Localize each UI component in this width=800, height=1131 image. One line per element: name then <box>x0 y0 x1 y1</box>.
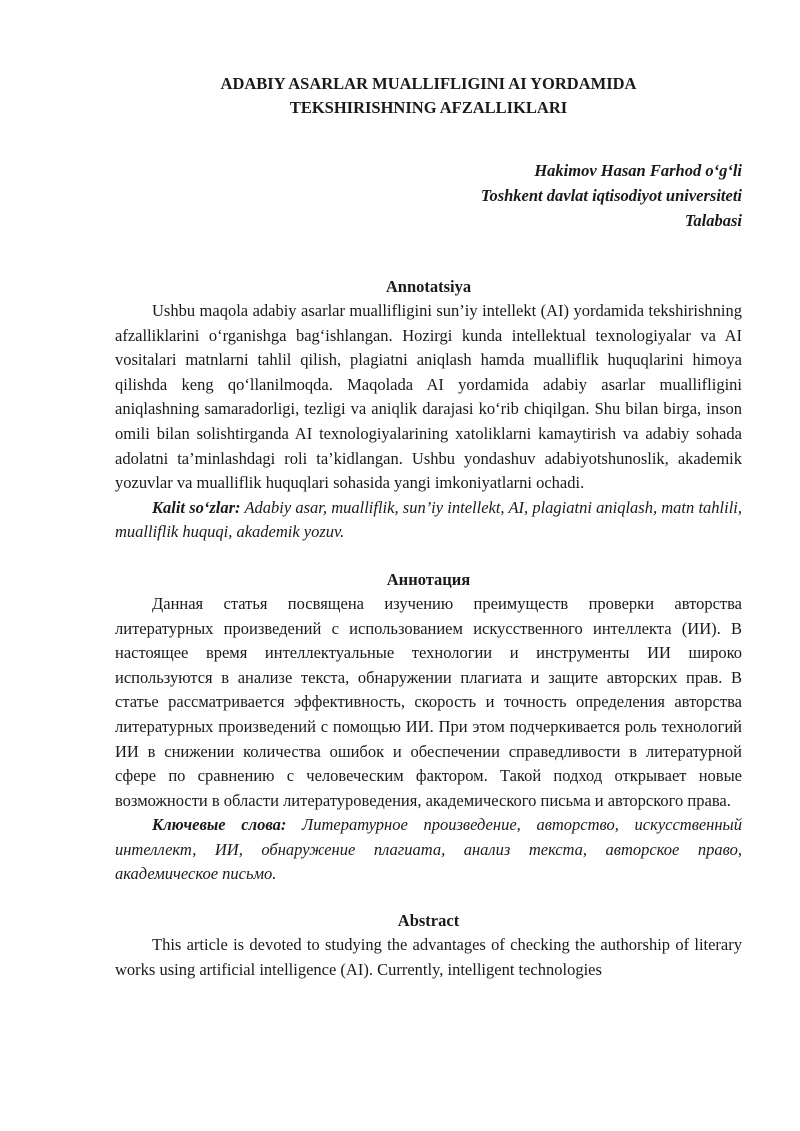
en-abstract-heading: Abstract <box>397 911 460 931</box>
author-position: Talabasi <box>684 211 742 230</box>
ru-abstract-text: Данная статья посвящена изучению преимуществ проверки авторства литературных произведений с использованием искусственного интеллекта (ИИ). В настоящее время интеллектуальные технологии и инструменты ИИ широко используются в анализе текста, обнаружении плагиата и защите авторских прав. В статье рассматривается эффективность, скорость и точность определения авторства литературных произведений с помощью ИИ. При этом подчеркивается роль технологий ИИ в снижении количества ошибок и обеспечении справедливости в литературной сфере по сравнению с человеческим фактором. Такой подход открывает новые возможности в области литературоведения, академического письма и авторского права. <box>115 593 742 810</box>
uz-abstract-heading: Annotatsiya <box>385 277 472 296</box>
uz-keywords-text: Adabiy asar, mualliflik, sun’iy intellekt, AI, plagiatni aniqlash, matn tahlili, mualliflik huquqi, akademik yozuv. <box>115 497 742 542</box>
uz-keywords <box>115 496 742 545</box>
title-line-1: ADABIY ASARLAR MUALLIFLIGINI AI YORDAMIDA <box>220 74 637 93</box>
author-affiliation: Toshkent davlat iqtisodiyot universiteti <box>480 186 742 205</box>
uz-keywords-label: Kalit so‘zlar: <box>152 497 241 517</box>
author-block <box>115 158 742 233</box>
uz-abstract-text: Ushbu maqola adabiy asarlar muallifligini sun’iy intellekt (AI) yordamida tekshirishning afzalliklarini o‘rganishga bag‘ishlangan. Hozirgi kunda intellektual texnologiyalar va AI vositalari matnlarni tahlil qilish, plagiatni aniqlash hamda mualliflik huquqlarini himoya qilishda keng qo‘llanilmoqda. Maqolada AI yordamida adabiy asarlar muallifligini aniqlashning samaradorligi, tezligi va aniqlik darajasi ko‘rib chiqilgan. Shu bilan birga, inson omili bilan solishtirganda AI texnologiyalarining xatoliklarni kamaytirish va adabiy sohada adolatni ta’minlashdagi roli ta’kidlangan. Ushbu yondashuv adabiyotshunoslik, akademik yozuvlar va mualliflik huquqlari sohasida yangi imkoniyatlarni ochadi. <box>115 301 742 493</box>
ru-keywords-text: Литературное произведение, авторство, искусственный интеллект, ИИ, обнаружение плагиата, анализ текста, авторское право, академическое письмо. <box>115 815 742 884</box>
ru-keywords <box>115 813 742 887</box>
ru-keywords-label: Ключевые слова: <box>152 815 287 835</box>
title-line-2: TEKSHIRISHNING AFZALLIKLARI <box>289 98 568 117</box>
ru-abstract-heading: Аннотация <box>386 569 471 589</box>
en-abstract-text: This article is devoted to studying the advantages of checking the authorship of literary works using artificial intelligence (AI). Currently, intelligent technologies <box>115 935 742 979</box>
author-name: Hakimov Hasan Farhod o‘g‘li <box>534 161 742 180</box>
paper-title <box>115 72 742 120</box>
paper-page <box>115 72 742 982</box>
